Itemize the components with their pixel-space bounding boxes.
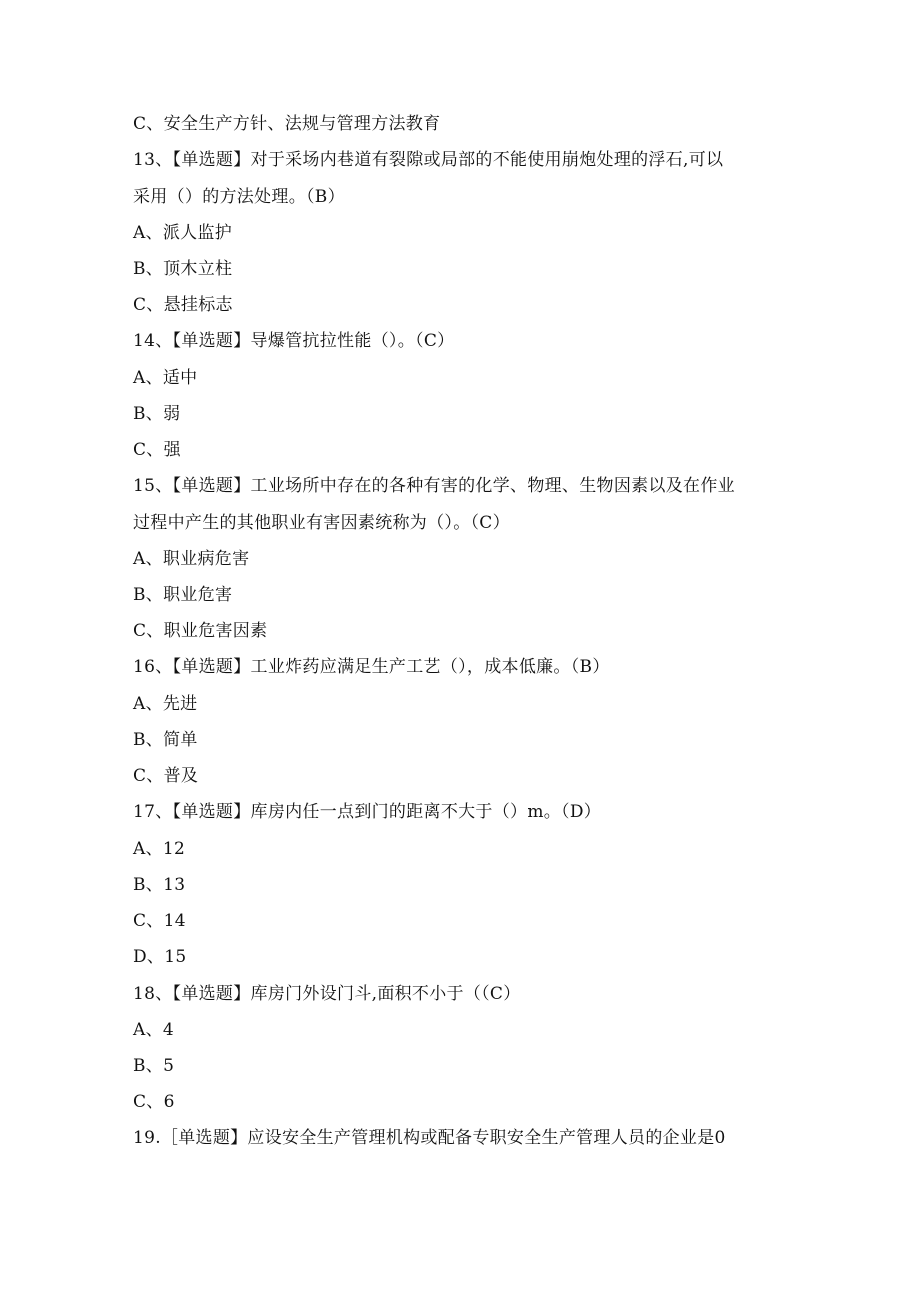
question-line: 采用（）的方法处理。（B） <box>133 187 345 207</box>
option-line: A、先进 <box>133 694 198 714</box>
option-line: B、顶木立柱 <box>133 259 233 279</box>
option-line: C、普及 <box>133 766 199 786</box>
option-line: A、12 <box>133 839 186 859</box>
option-line: A、适中 <box>133 368 198 388</box>
question-line: 13、【单选题】对于采场内巷道有裂隙或局部的不能使用崩炮处理的浮石,可以 <box>133 150 724 170</box>
option-line: C、安全生产方针、法规与管理方法教育 <box>133 114 441 134</box>
option-line: A、职业病危害 <box>133 549 250 569</box>
option-line: B、13 <box>133 875 186 895</box>
question-line: 16、【单选题】工业炸药应满足生产工艺（），成本低廉。（B） <box>133 657 610 677</box>
option-line: C、悬挂标志 <box>133 295 233 315</box>
option-line: B、职业危害 <box>133 585 233 605</box>
option-line: B、弱 <box>133 404 181 424</box>
question-line: 15、【单选题】工业场所中存在的各种有害的化学、物理、生物因素以及在作业 <box>133 476 735 496</box>
question-line: 19.［单选题】应设安全生产管理机构或配备专职安全生产管理人员的企业是0 <box>133 1128 726 1148</box>
option-line: D、15 <box>133 947 187 967</box>
question-line: 过程中产生的其他职业有害因素统称为（）。（C） <box>133 513 510 533</box>
option-line: C、职业危害因素 <box>133 621 268 641</box>
option-line: B、简单 <box>133 730 198 750</box>
question-line: 14、【单选题】导爆管抗拉性能（）。（C） <box>133 331 455 351</box>
question-line: 17、【单选题】库房内任一点到门的距离不大于（）m。（D） <box>133 802 602 822</box>
option-line: A、派人监护 <box>133 223 233 243</box>
option-line: C、6 <box>133 1092 175 1112</box>
option-line: C、强 <box>133 440 181 460</box>
option-line: C、14 <box>133 911 186 931</box>
option-line: A、4 <box>133 1020 174 1040</box>
question-line: 18、【单选题】库房门外设门斗,面积不小于（（C） <box>133 984 521 1004</box>
option-line: B、5 <box>133 1056 175 1076</box>
